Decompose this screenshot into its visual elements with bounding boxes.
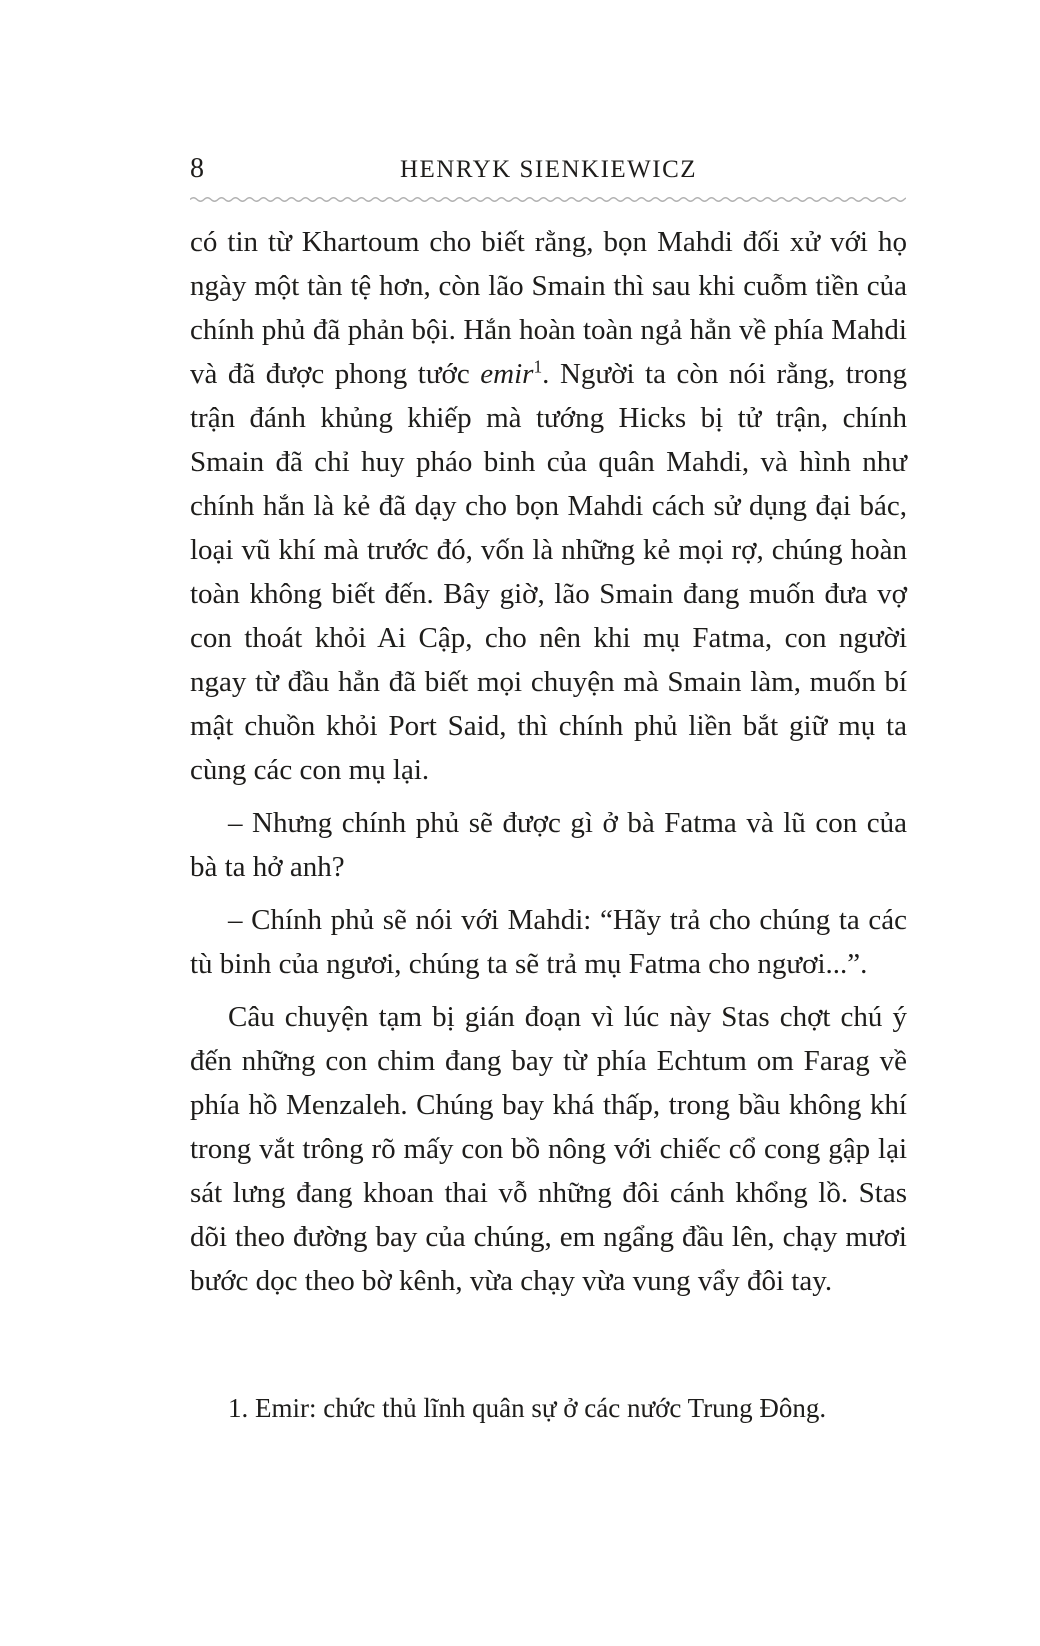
- footnote: [190, 1392, 907, 1424]
- paragraph-2: [190, 801, 907, 889]
- footnote-marker: 1: [533, 356, 543, 377]
- body-text-segment: – Chính phủ sẽ nói với Mahdi: “Hãy trả cho chúng ta các tù binh của ngươi, chúng ta sẽ trả mụ Fatma cho ngươi...”.: [190, 904, 907, 980]
- paragraph-4: [190, 995, 907, 1303]
- body-text-segment: có tin từ Khartoum cho biết rằng, bọn Mahdi đối xử với họ ngày một tàn tệ hơn, còn lão Smain thì sau khi cuỗm tiền của chính phủ đã phản bội. Hắn hoàn toàn ngả hẳn về phía Mahdi và đã được phong tước: [190, 226, 907, 390]
- wavy-divider-line: [190, 195, 906, 203]
- paragraph-1: [190, 220, 907, 792]
- body-text-segment: . Người ta còn nói rằng, trong trận đánh khủng khiếp mà tướng Hicks bị tử trận, chính Smain đã chỉ huy pháo binh của quân Mahdi, và hình như chính hắn là kẻ đã dạy cho bọn Mahdi cách sử dụng đại bác, loại vũ khí mà trước đó, vốn là những kẻ mọi rợ, chúng hoàn toàn không biết đến. Bây giờ, lão Smain đang muốn đưa vợ con thoát khỏi Ai Cập, cho nên khi mụ Fatma, con người ngay từ đầu hẳn đã biết mọi chuyện mà Smain làm, muốn bí mật chuồn khỏi Port Said, thì chính phủ liền bắt giữ mụ ta cùng các con mụ lại.: [190, 358, 907, 786]
- running-title: HENRYK SIENKIEWICZ: [399, 156, 698, 183]
- italic-term: emir: [480, 358, 534, 390]
- footnote-text: 1. Emir: chức thủ lĩnh quân sự ở các nước Trung Đông.: [228, 1393, 827, 1423]
- page-number: 8: [190, 153, 204, 184]
- page-header: [190, 150, 907, 184]
- body-text-segment: Câu chuyện tạm bị gián đoạn vì lúc này Stas chợt chú ý đến những con chim đang bay từ phía Echtum om Farag về phía hồ Menzaleh. Chúng bay khá thấp, trong bầu không khí trong vắt trông rõ mấy con bồ nông với chiếc cổ cong gập lại sát lưng đang khoan thai vỗ những đôi cánh khổng lồ. Stas dõi theo đường bay của chúng, em ngẩng đầu lên, chạy mươi bước dọc theo bờ kênh, vừa chạy vừa vung vẩy đôi tay.: [190, 1001, 907, 1297]
- body-text-segment: – Nhưng chính phủ sẽ được gì ở bà Fatma và lũ con của bà ta hở anh?: [190, 807, 907, 883]
- page-body: [190, 220, 907, 1312]
- paragraph-3: [190, 898, 907, 986]
